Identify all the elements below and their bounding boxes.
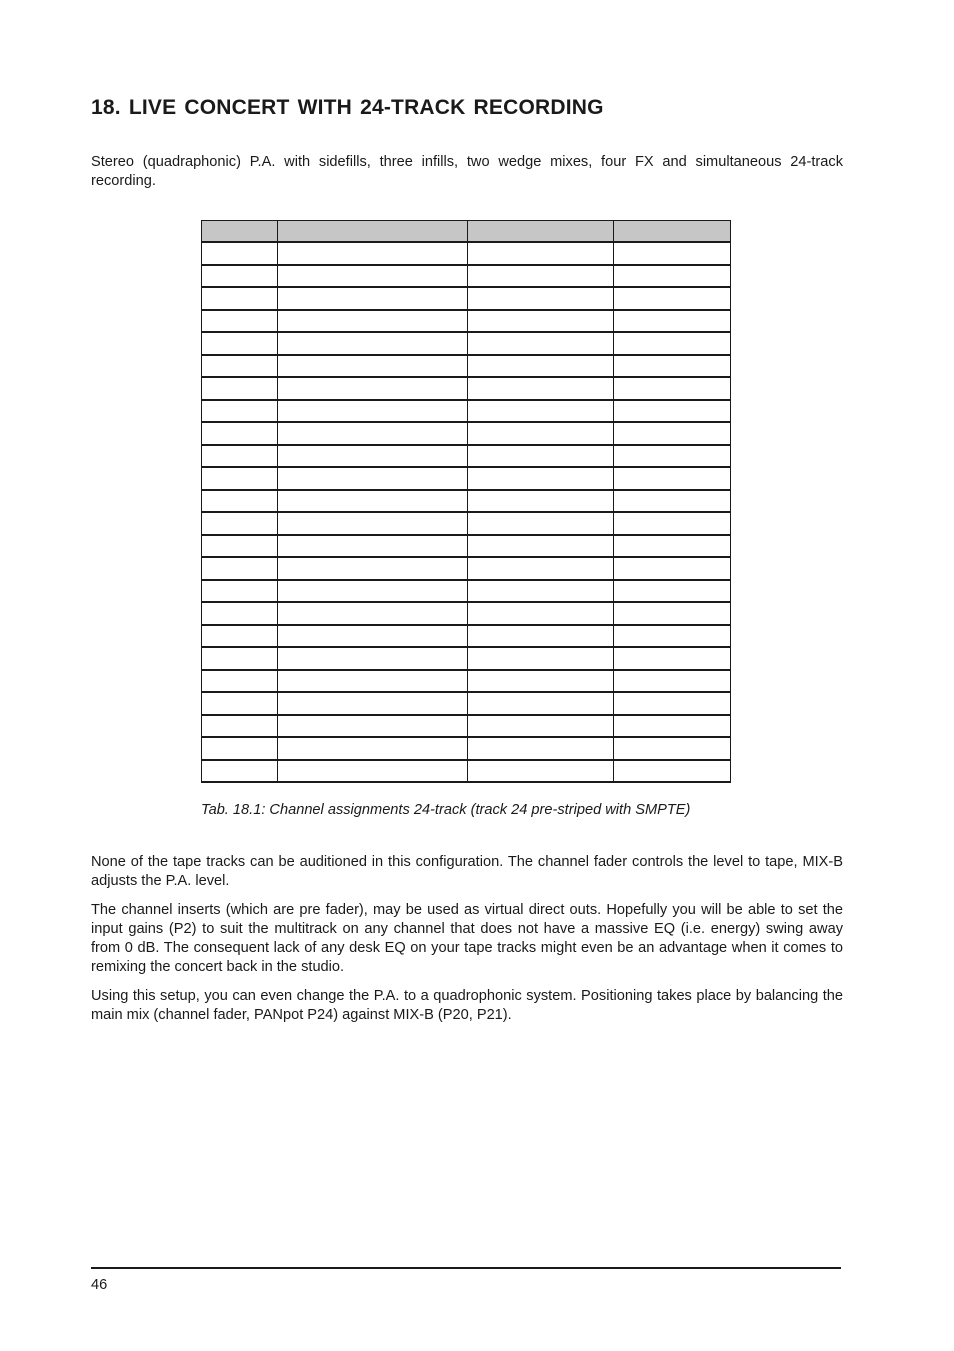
- page-number: 46: [91, 1277, 108, 1293]
- table-row: [202, 625, 731, 648]
- table-cell: [468, 332, 614, 355]
- table-row: [202, 737, 731, 760]
- table-cell: [614, 737, 731, 760]
- table-row: [202, 647, 731, 670]
- table-cell: [468, 377, 614, 400]
- table-row: [202, 400, 731, 423]
- table-cell: [202, 265, 278, 288]
- table-cell: [278, 467, 468, 490]
- table-row: [202, 422, 731, 445]
- table-cell: [202, 355, 278, 378]
- table-row: [202, 535, 731, 558]
- table-cell: [468, 242, 614, 265]
- body-paragraph-2: The channel inserts (which are pre fader), may be used as virtual direct outs. Hopefully you will be able to set the input gains (P2) to suit the multitrack on any channel that does not have a massive EQ (i.e. energy) swing away from 0 dB. The consequent lack of any desk EQ on your tape tracks might even be an advantage when it comes to remixing the concert back in the studio.: [91, 902, 843, 975]
- table-cell: [468, 557, 614, 580]
- table-cell: [614, 670, 731, 693]
- table-cell: [468, 422, 614, 445]
- table-cell: [202, 737, 278, 760]
- table-cell: [202, 490, 278, 513]
- channel-assignment-table: [201, 220, 731, 783]
- table-cell: [278, 715, 468, 738]
- table-cell: [614, 625, 731, 648]
- table-row: [202, 445, 731, 468]
- table-cell: [614, 715, 731, 738]
- table-cell: [614, 557, 731, 580]
- table-row: [202, 377, 731, 400]
- table-cell: [278, 535, 468, 558]
- table-cell: [278, 625, 468, 648]
- table-cell: [202, 287, 278, 310]
- table-cell: [614, 242, 731, 265]
- table-cell: [278, 557, 468, 580]
- table-cell: [202, 445, 278, 468]
- table-row: [202, 265, 731, 288]
- table-cell: [468, 445, 614, 468]
- table-cell: [278, 670, 468, 693]
- table-cell: [278, 760, 468, 783]
- table-row: [202, 490, 731, 513]
- table-cell: [278, 647, 468, 670]
- table-cell: [468, 310, 614, 333]
- table-cell: [614, 310, 731, 333]
- table-cell: [468, 670, 614, 693]
- table-cell: [614, 647, 731, 670]
- table-cell: [278, 512, 468, 535]
- table-cell: [614, 445, 731, 468]
- table-row: [202, 557, 731, 580]
- table-cell: [278, 580, 468, 603]
- table-row: [202, 287, 731, 310]
- table-caption: Tab. 18.1: Channel assignments 24-track (track 24 pre-striped with SMPTE): [201, 802, 691, 818]
- table-cell: [468, 490, 614, 513]
- table-cell: [468, 647, 614, 670]
- table-cell: [468, 355, 614, 378]
- table-cell: [278, 692, 468, 715]
- table-cell: [278, 400, 468, 423]
- table-header-cell: [468, 221, 614, 243]
- table-cell: [468, 692, 614, 715]
- footer-divider: [91, 1267, 841, 1269]
- table-cell: [278, 242, 468, 265]
- table-cell: [468, 287, 614, 310]
- table-row: [202, 242, 731, 265]
- table-header-row: [202, 221, 731, 243]
- table-row: [202, 692, 731, 715]
- table-cell: [202, 310, 278, 333]
- table-cell: [468, 737, 614, 760]
- table-cell: [468, 625, 614, 648]
- table-cell: [614, 692, 731, 715]
- body-paragraph-1: None of the tape tracks can be auditioned in this configuration. The channel fader controls the level to tape, MIX-B adjusts the P.A. level.: [91, 854, 843, 889]
- table-cell: [202, 760, 278, 783]
- table-cell: [614, 490, 731, 513]
- table-row: [202, 760, 731, 783]
- table-cell: [202, 625, 278, 648]
- table-cell: [278, 377, 468, 400]
- table-cell: [614, 602, 731, 625]
- table-header-cell: [278, 221, 468, 243]
- table-header: [202, 221, 731, 243]
- table-cell: [468, 400, 614, 423]
- table-cell: [614, 512, 731, 535]
- table-cell: [468, 760, 614, 783]
- table-cell: [202, 512, 278, 535]
- table-cell: [614, 265, 731, 288]
- table-cell: [278, 287, 468, 310]
- channel-assignment-table-container: [201, 220, 730, 783]
- table-cell: [202, 332, 278, 355]
- table-cell: [278, 445, 468, 468]
- table-cell: [278, 265, 468, 288]
- table-cell: [202, 692, 278, 715]
- table-row: [202, 355, 731, 378]
- table-cell: [278, 310, 468, 333]
- table-cell: [202, 377, 278, 400]
- table-cell: [614, 422, 731, 445]
- table-cell: [614, 760, 731, 783]
- table-cell: [278, 355, 468, 378]
- table-cell: [202, 400, 278, 423]
- table-cell: [202, 670, 278, 693]
- table-cell: [614, 467, 731, 490]
- table-cell: [202, 535, 278, 558]
- table-cell: [468, 467, 614, 490]
- table-row: [202, 602, 731, 625]
- table-cell: [278, 602, 468, 625]
- table-cell: [614, 332, 731, 355]
- table-header-cell: [614, 221, 731, 243]
- table-cell: [468, 580, 614, 603]
- table-cell: [202, 557, 278, 580]
- table-cell: [468, 602, 614, 625]
- table-cell: [202, 422, 278, 445]
- table-cell: [278, 737, 468, 760]
- table-cell: [614, 377, 731, 400]
- table-body: [202, 242, 731, 782]
- table-cell: [278, 490, 468, 513]
- table-cell: [614, 287, 731, 310]
- intro-paragraph: Stereo (quadraphonic) P.A. with sidefills, three infills, two wedge mixes, four FX and simultaneous 24-track recording.: [91, 154, 843, 189]
- table-cell: [614, 580, 731, 603]
- table-cell: [614, 535, 731, 558]
- table-row: [202, 467, 731, 490]
- table-cell: [202, 467, 278, 490]
- table-row: [202, 670, 731, 693]
- table-cell: [278, 422, 468, 445]
- table-cell: [202, 242, 278, 265]
- table-row: [202, 512, 731, 535]
- table-header-cell: [202, 221, 278, 243]
- table-row: [202, 332, 731, 355]
- table-cell: [202, 580, 278, 603]
- table-cell: [468, 512, 614, 535]
- table-cell: [278, 332, 468, 355]
- table-cell: [468, 265, 614, 288]
- body-paragraph-3: Using this setup, you can even change the P.A. to a quadrophonic system. Positioning takes place by balancing the main mix (channel fader, PANpot P24) against MIX-B (P20, P21).: [91, 988, 843, 1023]
- table-cell: [202, 647, 278, 670]
- table-row: [202, 580, 731, 603]
- table-cell: [614, 400, 731, 423]
- table-cell: [468, 535, 614, 558]
- table-cell: [468, 715, 614, 738]
- table-row: [202, 715, 731, 738]
- table-cell: [202, 715, 278, 738]
- table-cell: [202, 602, 278, 625]
- table-row: [202, 310, 731, 333]
- page-title: 18. LIVE CONCERT WITH 24-TRACK RECORDING: [91, 96, 604, 119]
- table-cell: [614, 355, 731, 378]
